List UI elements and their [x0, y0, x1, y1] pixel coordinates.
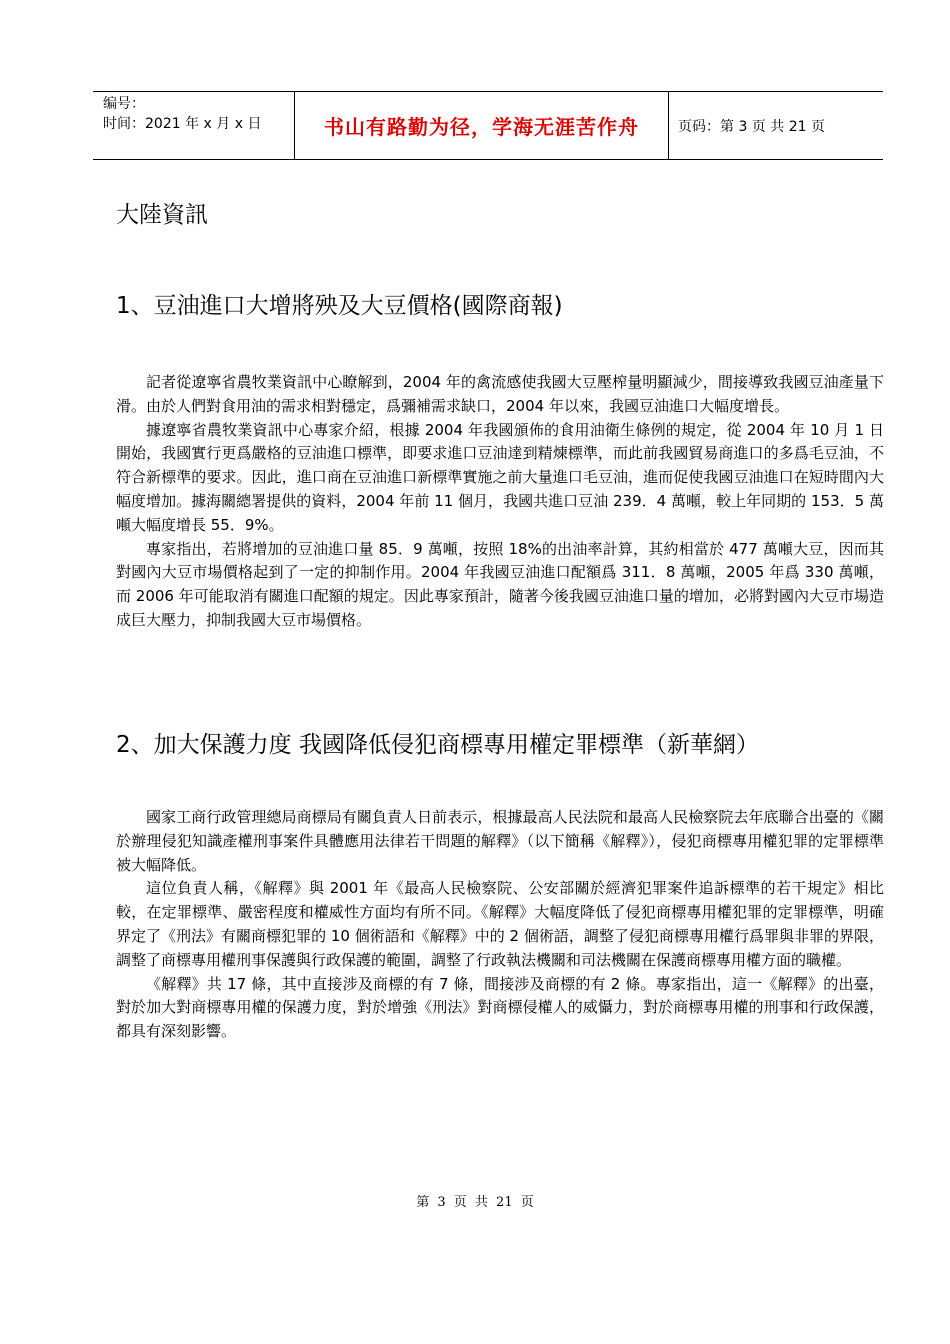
section-title: 大陸資訊 [116, 202, 208, 228]
article1-paragraph: 記者從遼寧省農牧業資訊中心瞭解到，2004 年的禽流感使我國大豆壓榨量明顯減少，間接導致我國豆油產量下滑。由於人們對食用油的需求相對穩定，爲彌補需求缺口，2004 年以來，我國豆油進口大幅度增長。 [116, 373, 884, 415]
article2-paragraph: 國家工商行政管理總局商標局有關負責人日前表示，根據最高人民法院和最高人民檢察院去年底聯合出臺的《關於辦理侵犯知識產權刑事案件具體應用法律若干問題的解釋》（以下簡稱《解釋》），侵犯商標專用權犯罪的定罪標準被大幅降低。 [116, 808, 884, 874]
article2-paragraph: 《解釋》共 17 條，其中直接涉及商標的有 7 條，間接涉及商標的有 2 條。專家指出，這一《解釋》的出臺，對於加大對商標專用權的保護力度，對於增強《刑法》對商標侵權人的威懾力，對於商標專用權的刑事和行政保護，都具有深刻影響。 [116, 974, 884, 1041]
header-meta [103, 94, 261, 134]
page-label: 页码：第 3 页 共 21 页 [678, 118, 825, 135]
page-header [93, 91, 883, 160]
time-label: 时间：2021 年 x 月 x 日 [103, 116, 262, 132]
motto: 书山有路勤为径，学海无涯苦作舟 [294, 92, 669, 159]
article2-title: 2、加大保護力度 我國降低侵犯商標專用權定罪標準（新華網） [116, 732, 759, 758]
article1-paragraph: 據遼寧省農牧業資訊中心專家介紹，根據 2004 年我國頒佈的食用油衛生條例的規定，從 2004 年 10 月 1 日開始，我國實行更爲嚴格的豆油進口標準，即要求進口豆油達到精煉標準，而此前我國貿易商進口的多爲毛豆油，不符合新標準的要求。因此，進口商在豆油進口新標準實施之前大量進口毛豆油，進而促使我國豆油進口在短時間內大幅度增加。據海關總署提供的資料，2004 年前 11 個月，我國共進口豆油 239．4 萬噸，較上年同期的 153．5 萬噸大幅度增長 55．9%。 [116, 420, 884, 534]
article1-title: 1、豆油進口大增將殃及大豆價格(國際商報) [116, 293, 563, 319]
page-footer: 第 3 页 共 21 页 [416, 1195, 534, 1210]
number-label: 编号： [103, 96, 145, 112]
article1-paragraph: 專家指出，若將增加的豆油進口量 85．9 萬噸，按照 18%的出油率計算，其約相當於 477 萬噸大豆，因而其對國內大豆市場價格起到了一定的抑制作用。2004 年我國豆油進口配額爲 311．8 萬噸，2005 年爲 330 萬噸，而 2006 年可能取消有關進口配額的規定。因此專家預計，隨著今後我國豆油進口量的增加，必將對國內大豆市場造成巨大壓力，抑制我國大豆市場價格。 [116, 539, 884, 629]
article1-body [116, 371, 884, 633]
article2-body [116, 806, 884, 1044]
article2-paragraph: 這位負責人稱，《解釋》與 2001 年《最高人民檢察院、公安部關於經濟犯罪案件追訴標準的若干規定》相比較，在定罪標準、嚴密程度和權威性方面均有所不同。《解釋》大幅度降低了侵犯商標專用權犯罪的定罪標準，明確界定了《刑法》有關商標犯罪的 10 個術語和《解釋》中的 2 個術語，調整了侵犯商標專用權行爲罪與非罪的界限，調整了商標專用權刑事保護與行政保護的範圍，調整了行政執法機關和司法機關在保護商標專用權方面的職權。 [116, 879, 884, 969]
